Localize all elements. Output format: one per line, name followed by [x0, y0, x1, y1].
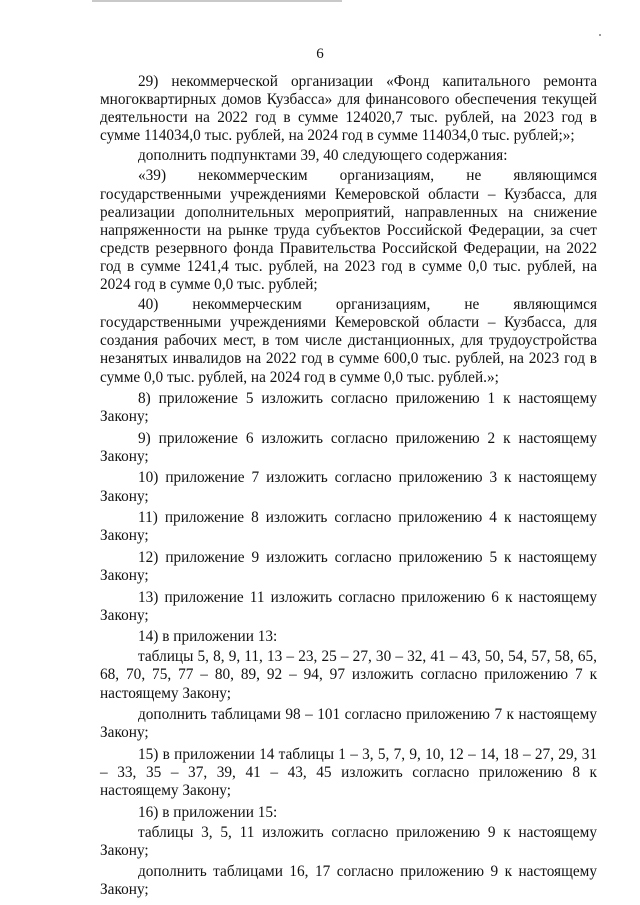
paragraph-item-11: 11) приложение 8 изложить согласно приложению 4 к настоящему Закону; [100, 509, 597, 545]
page-number: 6 [316, 46, 324, 62]
paragraph-add-tables-15: дополнить таблицами 16, 17 согласно приложению 9 к настоящему Закону; [100, 863, 597, 899]
paragraph-item-39: «39) некоммерческим организациям, не являющимся государственными учреждениями Кемеровской области – Кузбасса, для реализации дополнительных мероприятий, направленных на снижение напряженности на рынке труда субъектов Российской Федерации, за счет средств резервного фонда Правительства Российской Федерации, на 2022 год в сумме 1241,4 тыс. рублей, на 2023 год в сумме 0,0 тыс. рублей, на 2024 год в сумме 0,0 тыс. рублей; [100, 167, 597, 294]
scan-edge-line [92, 0, 342, 2]
paragraph-item-14: 14) в приложении 13: [138, 628, 278, 646]
paragraph-item-12: 12) приложение 9 изложить согласно приложению 5 к настоящему Закону; [100, 548, 597, 584]
paragraph-tables-13: таблицы 5, 8, 9, 11, 13 – 23, 25 – 27, 30 – 32, 41 – 43, 50, 54, 57, 58, 65, 68, 70, 75, 77 – 80, 89, 92 – 94, 97 изложить согласно приложению 7 к настоящему Закону; [100, 648, 597, 702]
paragraph-item-8: 8) приложение 5 изложить согласно приложению 1 к настоящему Закону; [100, 390, 597, 426]
paragraph-item-13: 13) приложение 11 изложить согласно приложению 6 к настоящему Закону; [100, 588, 597, 624]
paragraph-item-9: 9) приложение 6 изложить согласно приложению 2 к настоящему Закону; [100, 429, 597, 465]
paragraph-add-subitems: дополнить подпунктами 39, 40 следующего содержания: [138, 147, 508, 165]
paragraph-item-15: 15) в приложении 14 таблицы 1 – 3, 5, 7, 9, 10, 12 – 14, 18 – 27, 29, 31 – 33, 35 – 37, 39, 41 – 43, 45 изложить согласно приложению 8 к настоящему Закону; [100, 745, 597, 799]
paragraph-item-16: 16) в приложении 15: [138, 803, 278, 821]
paragraph-add-tables-13: дополнить таблицами 98 – 101 согласно приложению 7 к настоящему Закону; [100, 706, 597, 742]
paragraph-tables-15: таблицы 3, 5, 11 изложить согласно приложению 9 к настоящему Закону; [100, 823, 597, 859]
paragraph-item-40: 40) некоммерческим организациям, не являющимся государственными учреждениями Кемеровской области – Кузбасса, для создания рабочих мест, в том числе дистанционных, для трудоустройства незанятых инвалидов на 2022 год в сумме 600,0 тыс. рублей, на 2023 год в сумме 0,0 тыс. рублей, на 2024 год в сумме 0,0 тыс. рублей.»; [100, 296, 597, 386]
paragraph-item-29: 29) некоммерческой организации «Фонд капитального ремонта многоквартирных домов Кузбасса» для финансового обеспечения текущей деятельности на 2022 год в сумме 124020,7 тыс. рублей, на 2023 год в сумме 114034,0 тыс. рублей, на 2024 год в сумме 114034,0 тыс. рублей;»; [100, 73, 597, 145]
scan-speck [599, 34, 601, 36]
paragraph-item-10: 10) приложение 7 изложить согласно приложению 3 к настоящему Закону; [100, 469, 597, 505]
document-body [100, 73, 597, 900]
